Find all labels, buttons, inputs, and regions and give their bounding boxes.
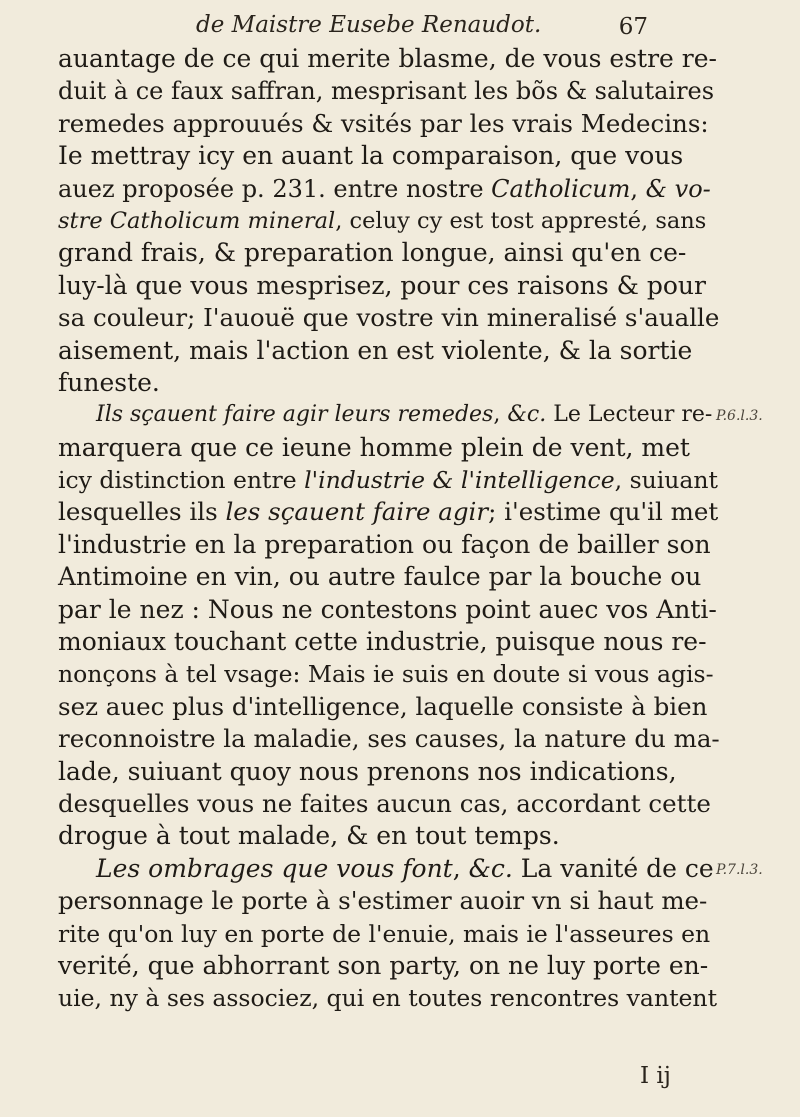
text-line <box>58 918 720 950</box>
line-text: luy-là que vous mesprisez, pour ces raisons & pour <box>58 270 706 300</box>
body-text <box>58 43 720 1015</box>
text-line <box>58 723 720 755</box>
text-line <box>58 173 720 205</box>
text-line <box>58 561 720 593</box>
line-text: auantage de ce qui merite blasme, de vous estre re- <box>58 44 717 73</box>
text-line <box>58 464 720 496</box>
line-text: desquelles vous ne faites aucun cas, accordant cette <box>58 788 711 818</box>
running-title: de Maistre Eusebe Renaudot. <box>196 12 542 38</box>
line-text: reconnoistre la maladie, ses causes, la nature du ma- <box>58 724 720 754</box>
text-line <box>58 982 720 1014</box>
line-text: verité, que abhorrant son party, on ne luy porte en- <box>58 950 709 980</box>
line-text: remedes approuués & vsités par les vrais Medecins: <box>58 108 709 138</box>
margin-note: P.7.l.3. <box>716 862 763 878</box>
line-text: funeste. <box>58 367 160 397</box>
line-text: moniaux touchant cette industrie, puisque nous re- <box>58 627 707 657</box>
text-line <box>58 950 720 982</box>
text-line <box>58 399 720 431</box>
text-line <box>58 594 720 626</box>
italic-text: Ils sçauent faire agir leurs remedes <box>96 402 494 428</box>
line-text: , <box>493 402 508 428</box>
line-text: ; i'estime qu'il met <box>488 497 719 527</box>
signature-mark: I ij <box>640 1063 671 1089</box>
text-line <box>58 302 720 334</box>
text-line <box>58 367 720 399</box>
line-text: , <box>452 853 469 883</box>
page-number: 67 <box>618 14 648 40</box>
text-line <box>58 43 720 75</box>
line-text: lade, suiuant quoy nous prenons nos indications, <box>58 756 677 786</box>
text-line <box>58 529 720 561</box>
line-text: nonçons à tel vsage: Mais ie suis en doute si vous agis- <box>58 660 714 689</box>
line-text: marquera que ce ieune homme plein de vent, met <box>58 432 690 462</box>
italic-text: l'industrie & l'intelligence <box>304 466 615 495</box>
text-line <box>58 237 720 269</box>
text-line <box>58 658 720 690</box>
italic-text: & vo- <box>645 174 711 203</box>
text-line <box>58 756 720 788</box>
text-line <box>58 853 720 885</box>
italic-text: Catholicum <box>491 174 631 203</box>
text-line <box>58 432 720 464</box>
line-text: , celuy cy est tost appresté, sans <box>335 207 707 234</box>
line-text: , suiuant <box>614 466 718 495</box>
text-line <box>58 270 720 302</box>
text-line <box>58 691 720 723</box>
text-line <box>58 75 720 107</box>
line-text: aisement, mais l'action en est violente, & la sortie <box>58 335 693 365</box>
margin-note: P.6.l.3. <box>716 408 763 425</box>
text-line <box>58 788 720 820</box>
line-text: , <box>630 174 646 203</box>
line-text: La vanité de ce <box>512 853 714 883</box>
line-text: drogue à tout malade, & en tout temps. <box>58 821 560 851</box>
line-text: personnage le porte à s'estimer auoir vn si haut me- <box>58 886 708 916</box>
text-line <box>58 335 720 367</box>
italic-text: &c. <box>507 402 547 428</box>
line-text: rite qu'on luy en porte de l'enuie, mais ie l'asseures en <box>58 919 711 948</box>
line-text: Le Lecteur re- <box>546 402 713 428</box>
line-text: Ie mettray icy en auant la comparaison, que vous <box>58 141 684 171</box>
line-text: icy distinction entre <box>58 466 305 495</box>
line-text: duit à ce faux saffran, mesprisant les bõs & salutaires <box>58 77 715 106</box>
page-header <box>196 12 666 46</box>
line-text: sa couleur; I'auouë que vostre vin mineralisé s'aualle <box>58 303 720 333</box>
italic-text: les sçauent faire agir <box>225 497 489 527</box>
text-line <box>58 205 720 237</box>
line-text: grand frais, & preparation longue, ainsi qu'en ce- <box>58 238 687 268</box>
line-text: sez auec plus d'intelligence, laquelle consiste à bien <box>58 691 708 721</box>
italic-text: stre Catholicum mineral <box>58 207 336 234</box>
line-text: auez proposée p. 231. entre nostre <box>58 174 492 203</box>
line-text: uie, ny à ses associez, qui en toutes rencontres vantent <box>58 984 718 1013</box>
italic-text: &c. <box>468 853 513 883</box>
text-line <box>58 885 720 917</box>
line-text: Antimoine en vin, ou autre faulce par la bouche ou <box>58 562 702 592</box>
line-text: l'industrie en la preparation ou façon de bailler son <box>58 529 711 559</box>
text-line <box>58 820 720 852</box>
line-text: par le nez : Nous ne contestons point auec vos Anti- <box>58 594 717 624</box>
text-line <box>58 626 720 658</box>
text-line <box>58 496 720 528</box>
italic-text: Les ombrages que vous font <box>96 853 453 883</box>
text-line <box>58 140 720 172</box>
text-line <box>58 108 720 140</box>
line-text: lesquelles ils <box>58 497 226 527</box>
